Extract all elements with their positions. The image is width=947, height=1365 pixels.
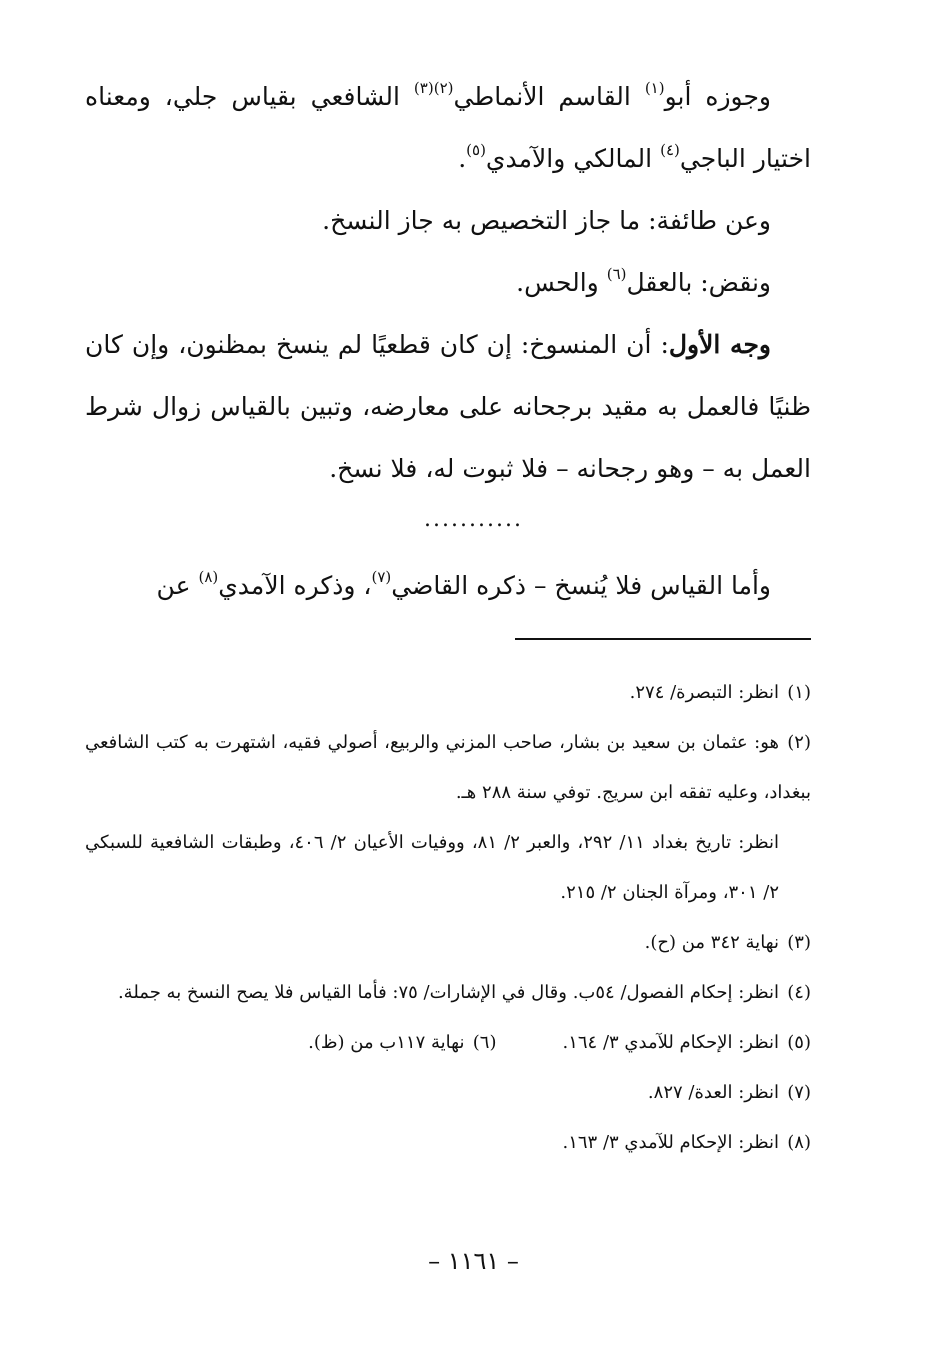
footnote-divider (515, 638, 811, 640)
footnote-1 (85, 668, 811, 718)
footnote-4 (85, 968, 811, 1018)
footnote-7 (85, 1068, 811, 1118)
footnote-ref-1[interactable]: (١) (644, 79, 665, 97)
footnote-text: نهاية ١١٧ب من (ظ). (308, 1032, 465, 1053)
footnote-ref-2-3[interactable]: (٢)(٣) (413, 79, 454, 97)
footnote-number: (٢) (787, 732, 811, 753)
text-run: الشافعي بقياس جلي، ومعناه اختيار الباجي (85, 82, 811, 173)
footnote-text: هو: عثمان بن سعيد بن بشار، صاحب المزني والربيع، أصولي فقيه، اشتهرت به كتب الشافعي ببغداد، وعليه تفقه ابن سريج. توفي سنة ٢٨٨ هـ. (85, 732, 811, 803)
footnote-5 (562, 1018, 811, 1068)
main-text (85, 66, 811, 500)
footnote-number: (٦) (472, 1032, 497, 1053)
text-run: والحس. (516, 268, 607, 297)
text-run: : أن المنسوخ: إن كان قطعيًا لم ينسخ بمظنون، وإن كان ظنيًا فالعمل به مقيد برجحانه على معارضه، وتبين بالقياس زوال شرط العمل به – وهو رجحانه – فلا ثبوت له، فلا نسخ. (85, 330, 811, 483)
footnote-text: انظر: إحكام الفصول/ ٥٤ب. وقال في الإشارات/ ٧٥: فأما القياس فلا يصح النسخ به جملة. (117, 982, 779, 1003)
text-run: وجوزه أبو (664, 82, 771, 111)
footnote-text: انظر: الإحكام للآمدي ٣/ ١٦٤. (562, 1032, 779, 1053)
text-run: ونقض: بالعقل (626, 268, 771, 297)
footnote-number: (١) (787, 682, 811, 703)
main-text-continued (85, 555, 811, 617)
footnote-pair-5-6 (85, 1018, 811, 1068)
footnote-text: انظر: الإحكام للآمدي ٣/ ١٦٣. (562, 1132, 779, 1153)
footnote-text: نهاية ٣٤٢ من (ح). (644, 932, 779, 953)
paragraph-2: وعن طائفة: ما جاز التخصيص به جاز النسخ. (322, 206, 771, 235)
section-lead: وجه الأول (668, 330, 771, 359)
footnotes (85, 668, 811, 1168)
text-run: المالكي والآمدي (485, 144, 661, 173)
footnote-number: (٧) (787, 1082, 811, 1103)
text-run: القاسم الأنماطي (453, 82, 645, 111)
paragraph-3 (85, 252, 811, 314)
text-run: وأما القياس فلا يُنسخ – ذكره القاضي (391, 571, 771, 600)
footnote-ref-7[interactable]: (٧) (371, 568, 392, 586)
footnote-number: (٤) (787, 982, 811, 1003)
text-run: ، وذكره الآمدي (218, 571, 372, 600)
footnote-ref-4[interactable]: (٤) (660, 141, 680, 159)
footnote-sources: انظر: تاريخ بغداد ١١/ ٢٩٢، والعبر ٢/ ٨١، ووفيات الأعيان ٢/ ٤٠٦، وطبقات الشافعية للسبكي ٢/ ٣٠١، ومرآة الجنان ٢/ ٢١٥. (85, 832, 779, 903)
footnote-text: انظر: التبصرة/ ٢٧٤. (629, 682, 779, 703)
paragraph-5 (85, 555, 811, 617)
section-separator: ........... (424, 507, 523, 532)
footnote-ref-6[interactable]: (٦) (606, 265, 627, 283)
page-number: – ١١٦١ – (428, 1247, 519, 1275)
footnote-ref-5[interactable]: (٥) (466, 141, 486, 159)
footnote-number: (٨) (787, 1132, 811, 1153)
footnote-number: (٣) (787, 932, 811, 953)
footnote-ref-8[interactable]: (٨) (198, 568, 219, 586)
footnote-8 (85, 1118, 811, 1168)
footnote-text: انظر: العدة/ ٨٢٧. (647, 1082, 779, 1103)
footnote-2 (85, 718, 811, 918)
paragraph-1 (85, 66, 811, 190)
paragraph-4 (85, 314, 811, 500)
footnote-6 (308, 1018, 496, 1068)
footnote-number: (٥) (787, 1032, 811, 1053)
text-run: عن (156, 571, 199, 600)
footnote-3 (85, 918, 811, 968)
text-run: . (458, 144, 467, 173)
